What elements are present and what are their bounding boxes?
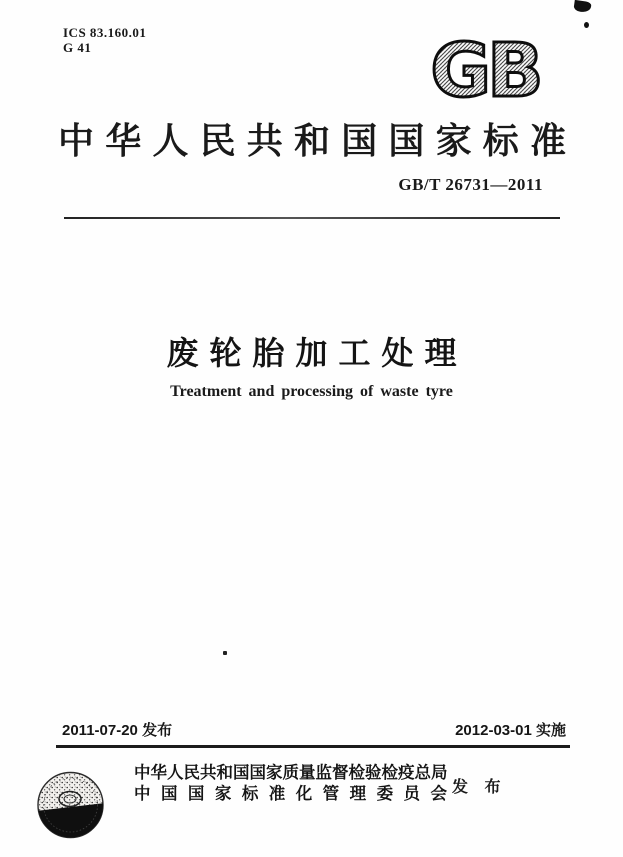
implement-date: 2012-03-01 bbox=[455, 722, 532, 739]
scan-artifact-blob bbox=[573, 0, 591, 13]
standard-number: GB/T 26731—2011 bbox=[398, 175, 543, 194]
issue-date-group bbox=[62, 719, 172, 740]
gb-logo-text: GB bbox=[430, 28, 540, 114]
publish-label: 发 布 bbox=[452, 779, 507, 796]
issuer-line2: 中国国家标准化管理委员会 bbox=[134, 785, 447, 803]
footer-divider bbox=[56, 745, 570, 748]
issuer-names bbox=[134, 763, 447, 805]
national-standard-title: 中华人民共和国国家标准 bbox=[58, 121, 566, 161]
date-row bbox=[62, 719, 566, 740]
implement-label: 实施 bbox=[535, 722, 566, 739]
issue-label: 发布 bbox=[142, 722, 173, 739]
ics-codes bbox=[63, 25, 146, 55]
gb-logo-icon bbox=[403, 28, 567, 114]
issue-date: 2011-07-20 bbox=[62, 722, 138, 739]
document-title-en: Treatment and processing of waste tyre bbox=[170, 383, 453, 400]
issuer-line1: 中华人民共和国国家质量监督检验检疫总局 bbox=[134, 764, 448, 782]
scan-artifact-dot bbox=[584, 22, 589, 28]
implement-date-group bbox=[455, 719, 566, 740]
document-title-cn: 废轮胎加工处理 bbox=[166, 335, 468, 371]
doc-class-code: G 41 bbox=[63, 40, 92, 55]
scan-artifact-speck bbox=[223, 651, 227, 655]
ics-code: ICS 83.160.01 bbox=[63, 25, 147, 40]
header-divider bbox=[64, 217, 560, 219]
issuer-seal-icon bbox=[36, 771, 105, 840]
